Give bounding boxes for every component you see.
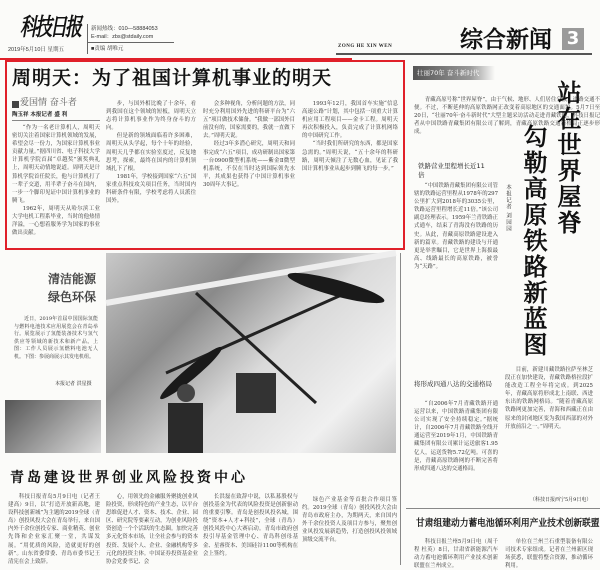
sidebar-title: 清洁能源 绿色环保 [48,272,97,304]
qingdao-col-3: 长洪磊在致辞中说，以私募股权与创投基金为代表的风险投资是创新驱动的重要引擎。青岛是创投风投名城，围绕“资本+人才+科技”，全球（青岛）创投风投中心大赛启动。青岛市政府创投引导基金管理中心、青岛科创母基金、星睿资本、美国硅谷1100等机构在会上签约。 [203,494,298,557]
photo-caption: 近日，2019年首届中国国际氢能与燃料电池技术应用展览会在青岛举行。展览展示了氢能装备技术与氢气供应等领域的新技术和新产品。上图：工作人员展示氢燃料电池无人机。下图：参展商展示其发电机组。 [14,316,98,360]
rail-dateline: （科技日报西宁5月9日电） [530,497,592,503]
rail-title-col-2: 勾勒高原铁路新蓝图 [519,124,547,358]
issue-date: 2019年5月10日 星期五 [8,47,64,53]
gansu-col-1: 科技日报兰州5月9日电（周千程 杜英）8日，甘肃省新能源汽车动力蓄电池循环利用产业技术创新联盟在兰州成立。 [414,539,498,570]
rail-body-2: “自2006年7月青藏铁路开通运营以来，中国铁路青藏集团有限公司实现了安全持续稳定。”据统计，自2006年7月青藏铁路全线开通运营至2019年1月，中国铁路青藏集团有限公司累计运送旅客1.95亿人，运送货物5.72亿吨。可喜的是，青藏高原铁路网的不断完善将形成四通八达的交通格局。 [414,401,498,472]
column-tag-icon [12,101,19,108]
qingdao-col-4: 绿色产业基金等首批合作项目签约。2019全球（青岛）创投风投大会由青岛市政府主办，为期两天，来自国内外千余位投资人及项目方参与，聚焦创业风投发展新趋势，打造创投风投领域顶级交流平台。 [302,497,397,544]
drone-illustration [106,253,396,453]
article-divider [406,508,600,509]
rail-lead: 青藏高原号称“世界屋脊”，由于气候、地形、人们居住分散，道路交通不便。不过，不断延伸的高原铁路网正改变着高原地区的交通面貌。5月7日至20日，“壮丽70年·奋斗新时代”大型主题采访活动走进青藏铁路，科技日报记者从中国铁路青藏集团有限公司了解到，青藏高原铁路交通新格局正逐步形成。 [414,97,600,136]
byline: 陶玉祥 本报记者 盛 利 [12,112,68,118]
rail-byline: 本报记者 刘园园 [505,184,511,233]
masthead-rule [88,42,174,43]
qingdao-col-2: 心，用领先的金融服务聚拢创业风险投资，形成特色的产业生态，以平台思维促进人才、资本、技术、企业、园区、研究院等要素互动，为创业风险投资创造一个个活跃的生态圈。加快完善多元化资本市场，让全社会参与的资本投资、发展个人、企业、金融机构等多元化的投资主体。中国证券投资基金业协会党委书记、会 [106,494,198,565]
section-title: 综合新闻 [460,27,552,53]
column-divider [400,253,401,565]
qingdao-article-title: 青岛建设世界创业风险投资中心 [10,470,248,486]
byline-rule [12,120,100,121]
main-col-1: “作为一名老计算机人，周明天密切关注着国家计算机领域的发展，希望会尽一份力，为国家计算机事业贡献力量。”据四川省、电子科技大学计算机学院首届“卓越奖”颁奖典礼上，周明天动情地说道。周明天是计算机学院首任院长，他与计算机打了一辈子交道，用半辈子奋斗在国内，一步一个脚印见证中国计算机事业的腾飞。 1962年，周明天从哈尔滨工业大学电机工程系毕业，当时的他热情洋溢，一心想着服务学为国家的事业做出贡献。 [12,125,100,237]
rail-body-1: “中国铁路青藏集团有限公司管辖的铁路运营里程从1978年的297公里扩大到2018年的3035公里，铁路运营里程增长近11倍。”该公司副总经理表示。1959年兰青铁路正式通车，结束了青海没有铁路的历史。从此，青藏高原铁路建设进入新的篇章。青藏铁路的建设与开通更是举世瞩目，它是世界上海拔最高、线路最长的高原铁路，被誉为“天路”。 [414,183,498,270]
main-article-title: 周明天：为了祖国计算机事业的明天 [12,67,333,89]
masthead-divider [87,24,88,54]
rail-subhead-2: 将形成四通八达的交通格局 [414,380,492,388]
main-col-2: 步，与国外相比晚了十余年，看到我国在这个领域的短板，周明天立志将计算机事业作为终身奋斗的方向。 但是新的领域面临着许多困难，周明天从头学起，每个十年的经验，周明天几乎都在实验室度过，反复地思考，探索，最终在国内的计算机领域扎下了根。 1981年，学校接到国家“六五”国家重点科技攻关项目任务，当时国内科研条件有限，学校考虑将人员派往国外。 [106,101,196,205]
section-rule [336,53,592,55]
main-col-4: 1993年12月，我国首车实施“信息高速公路”计划，其中包括一项重大计算机应用工程项目——金卡工程。周明天再次积极投入，负责完成了计算机网络的中国研究工作。 “当时我们所研究的东西，都是国家急需的。”周明天说，“五十余年的科研路，周明天倾注了无数心血，见证了我国计算机事业从起步到腾飞的每一步。” [302,101,398,172]
qingdao-col-1: 科技日报青岛5月9日电（记者王建高）9日，以“打造开放新高地，建设科技创新城”为主题的2019全球（青岛）创投风投大会在青岛举行，来自国内外千余位创投专家、商业精英、创业先锋和企业家汇聚一堂，共谋发展。“用优质的风险，造就更好的创新”。山东省委常委、青岛市委书记王清宪在会上致辞。 [8,494,100,565]
gansu-article-title: 甘肃组建动力蓄电池循环利用产业技术创新联盟 [416,518,600,529]
hotline: 新闻热线：010—58884053 [91,26,158,32]
column-tag: 爱国情 奋斗者 [20,98,77,108]
editor: ■责编 胡唯元 [91,46,124,52]
sidebar-photo [5,400,101,453]
drone-photo [106,253,396,453]
page-number: 3 [562,28,584,50]
rail-title-col-1: 站在世界屋脊 [553,80,581,236]
rail-body-3: 目前，新建川藏铁路拉萨至林芝段正在加快建设，青藏铁路格拉段扩能改造工程全年将完成。到2025年，青藏高原将形成北上南联、西进东出的铁路网格局。“随着青藏高原铁路网更加完善，青海和西藏正在由原来的封闭地区变为我国西部的对外开放前沿之一。”周明天。 [505,367,593,430]
newspaper-logo: 科技日报 [20,14,80,42]
email: E-mail：zbs@stdaily.com [91,34,154,40]
rail-subhead-1: 铁路营业里程增长近11倍 [418,162,485,179]
photo-credit: 本报记者 洪星摄 [55,381,92,387]
section-pinyin: ZONG HE XIN WEN [338,44,393,49]
gansu-col-2: 单位在兰州兰石重型装备有限公司技术专家组成。记者在兰州新区现场获悉，联盟将整合资源，推动循环利用。 [505,539,593,570]
main-col-3: 会多种视角，分析问题的方法，同时充分利用国外先进的科研平台为“六五”项目做技术储备。“我做一部国外目前没有的，国家需要的，我就一直做下去。”周明天说。 经过3年多潜心研究，周明天和同事完成“六五”项目，成功研制出国家第一台0900微型机系统——紫金Ⅱ微型机系统，不仅在当时达到国际领先水平，其成果也获得了中国计算机事业30周年大事记。 [203,101,295,188]
series-banner: 壮丽70年 奋斗新时代 [413,66,495,80]
